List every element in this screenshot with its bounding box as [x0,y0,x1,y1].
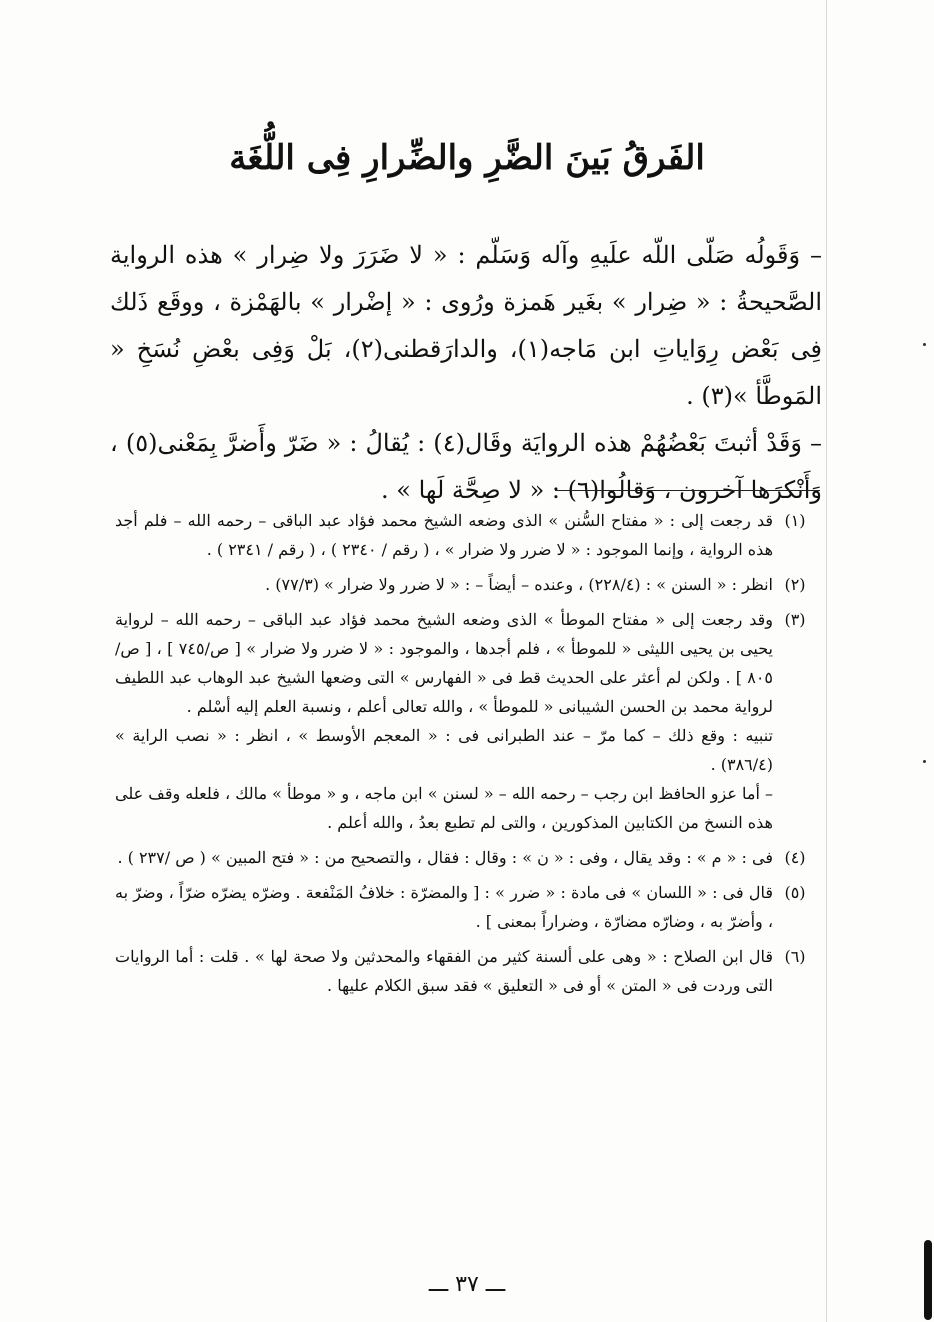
footnote-note: تنبيه : وقع ذلك – كما مرّ – عند الطبرانى فى : « المعجم الأوسط » ، انظر : « نصب الراية » (٣٨٦/٤) . [115,726,773,774]
page-title: الفَرقُ بَينَ الضَّرِ والضِّرارِ فِى اللُّغَة [229,138,705,178]
footnote-number: (١) [784,511,806,530]
footnotes [115,506,817,1006]
footnote [115,843,817,872]
footnote [115,506,817,564]
footnote-number: (٢) [784,575,806,594]
footnote-text: فى : « م » : وقد يقال ، وفى : « ن » : وقال : فقال ، والتصحيح من : « فتح المبين » ( ص /٢٣٧ ) . [117,848,773,867]
main-paragraph: – وَقَدْ أثبتَ بَعْضُهُمْ هذه الروايَة وقَال(٤) : يُقالُ : « ضَرّ وأَضرَّ بِمَعْنى(٥) ، وَأَنْكرَها آخرون ، وَقالُوا(٦) : « لا صِحَّة لَها » . [110,429,823,504]
main-text [110,232,822,514]
page-number: ـــ ٣٧ ـــ [428,1272,506,1297]
main-paragraph: – وَقَولُه صَلّى اللّه علَيهِ وآله وَسَلّم : « لا ضَرَرَ ولا ضِرار » هذه الرواية الصَّحيحةُ : « ضِرار » بغَير هَمزة ورُوى : « إضْرار » بالهَمْزة ، ووقَع ذَلك فِى بَعْض رِوَاياتِ ابن مَاجه(١)، والدارَقطنى(٢)، بَلْ وَفِى بعْضِ نُسَخِ « المَوطَّأ »(٣) . [110,241,823,410]
footnote [115,570,817,599]
footnote [115,605,817,837]
footnote-number: (٦) [784,947,806,966]
footnote-number: (٥) [784,883,806,902]
footnote [115,942,817,1000]
footnote-number: (٤) [784,848,806,867]
footnote-number: (٣) [784,610,806,629]
footnote-text: انظر : « السنن » : (٢٢٨/٤) ، وعنده – أيضاً – : « لا ضرر ولا ضرار » (٧٧/٣) . [265,575,773,594]
scan-speck [923,343,926,346]
footnote-text: قد رجعت إلى : « مفتاح السُّنن » الذى وضعه الشيخ محمد فؤاد عبد الباقى – رحمه الله – فلم أجد هذه الرواية ، وإنما الموجود : « لا ضرر ولا ضرار » ، ( رقم / ٢٣٤٠ ) ، ( رقم / ٢٣٤١ ) . [115,511,773,559]
binding-margin-line [826,0,827,1322]
footnote-text: وقد رجعت إلى « مفتاح الموطأ » الذى وضعه الشيخ محمد فؤاد عبد الباقى – رحمه الله – لرواية يحيى بن يحيى الليثى « للموطأ » ، فلم أجدها ، والموجود : « لا ضرر ولا ضرار » [ ص/٧٤٥ ] ، [ ص/٨٠٥ ] . ولكن لم أعثر على الحديث قط فى « الفهارس » التى وضعها الشيخ عبد الوهاب عبد اللطيف لرواية محمد بن الحسن الشيبانى « للموطأ » ، والله تعالى أعلم ، ونسبة العلم إليه أسْلم . [115,610,773,716]
footnote-text: قال فى : « اللسان » فى مادة : « ضرر » : [ والمضرّة : خلافُ المَنْفعة . وضرّه يضرّه ضرّاً ، وضرّ به ، وأضرّ به ، وضارّه مضارّة ، وضراراً بمعنى ] . [115,883,773,931]
footnote-separator [555,490,820,491]
footnote-text: – أما عزو الحافظ ابن رجب – رحمه الله – « لسنن » ابن ماجه ، و « موطأ » مالك ، فلعله وقف على هذه النسخ من الكتابين المذكورين ، والتى لم تطبع بعدُ ، والله أعلم . [115,784,773,832]
scan-speck [923,760,926,763]
footnote-text: قال ابن الصلاح : « وهى على ألسنة كثير من الفقهاء والمحدثين ولا صحة لها » . قلت : أما الروايات التى وردت فى « المتن » أو فى « التعليق » فقد سبق الكلام عليها . [115,947,773,995]
footnote [115,878,817,936]
